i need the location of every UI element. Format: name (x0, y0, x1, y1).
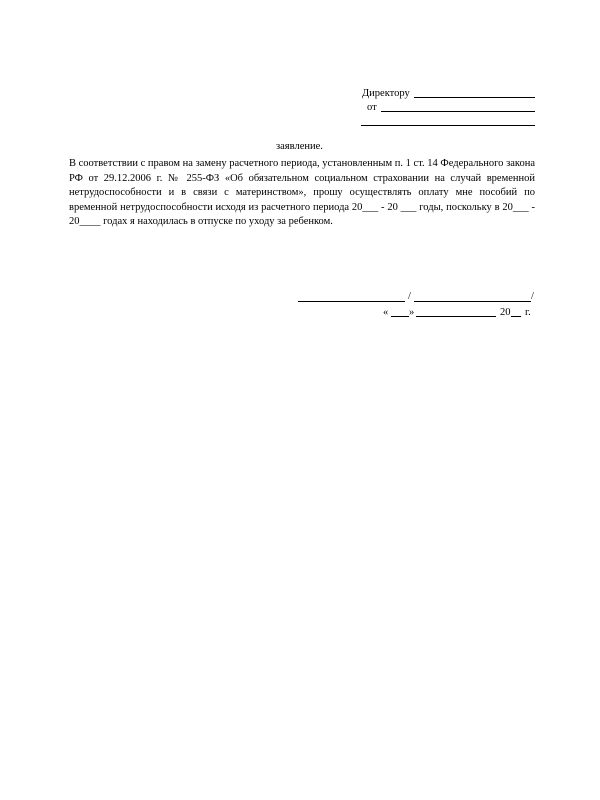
date-month-blank (416, 316, 496, 317)
date-open-quote: « (383, 307, 389, 318)
director-label: Директору (362, 88, 410, 99)
signature-blank-line (298, 301, 405, 302)
name-blank-line (414, 301, 531, 302)
extra-blank-line (361, 125, 535, 126)
body-paragraph-text: В соответствии с правом на замену расчетного периода, установленным п. 1 ст. 14 Федерального закона РФ от 29.12.2006 г. № 255-ФЗ «Об обязательном социальном страховании на случай временной нетрудоспособности и в связи с материнством», прошу осуществлять оплату мне пособий по временной нетрудоспособности исходя из расчетного периода 20___ - 20 ___ годы, поскольку в 20___ - 20____ годах я находилась в отпуске по уходу за ребенком. (69, 158, 535, 227)
date-year-suffix: г. (525, 307, 531, 318)
date-day-blank (391, 316, 409, 317)
date-year-prefix: 20 (500, 307, 511, 318)
director-blank-line (414, 97, 535, 98)
date-year-blank (511, 316, 521, 317)
from-label: от (367, 102, 377, 113)
signature-slash-1: / (408, 291, 411, 302)
body-paragraph (69, 157, 535, 230)
date-close-quote: » (409, 307, 415, 318)
document-title: заявление. (276, 141, 323, 152)
signature-slash-2: / (531, 291, 534, 302)
from-blank-line (381, 111, 535, 112)
